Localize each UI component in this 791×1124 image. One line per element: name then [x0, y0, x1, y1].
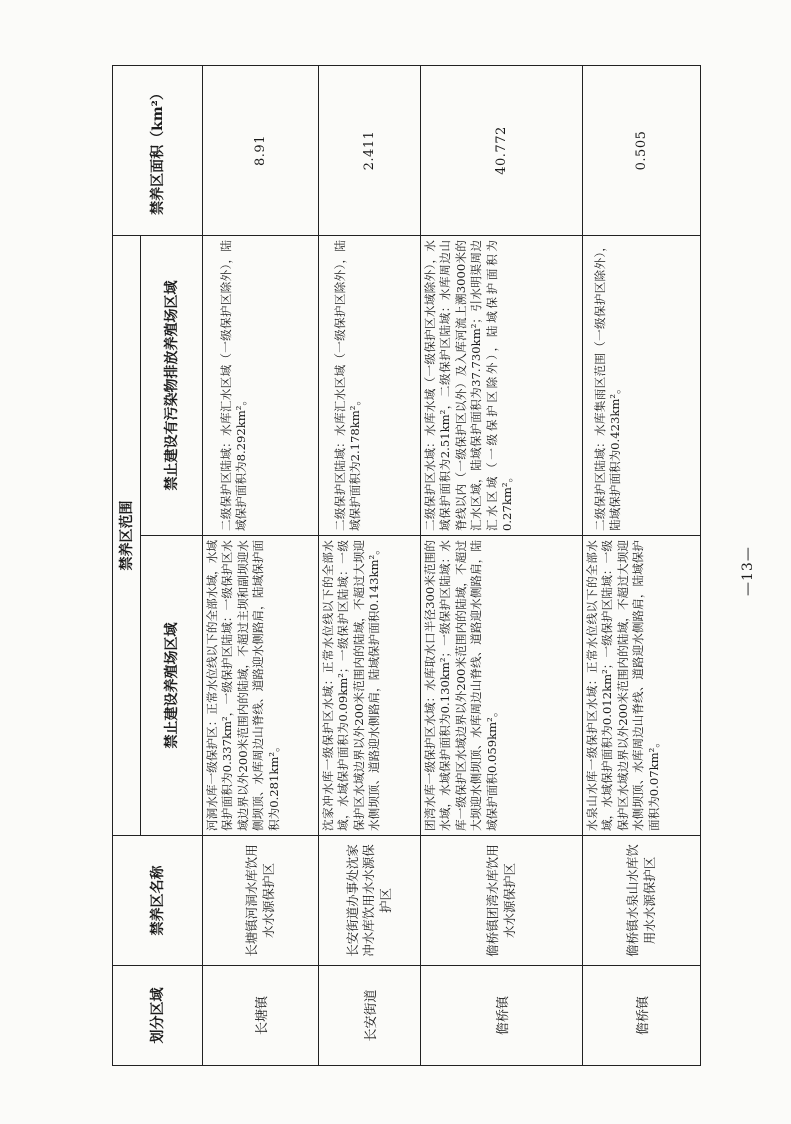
cell-zone-name: 儋桥镇团湾水库饮用水水源保护区 [421, 836, 583, 966]
table-row [203, 66, 319, 1066]
header-scope-no-pollution: 禁止建设有污染物排放养殖场区域 [141, 236, 203, 536]
table-row [319, 66, 421, 1066]
cell-zone-name: 长塘镇河洞水库饮用水水源保护区 [203, 836, 319, 966]
cell-region: 长安街道 [319, 966, 421, 1066]
cell-area: 0.505 [583, 66, 701, 236]
cell-area: 40.772 [421, 66, 583, 236]
cell-no-farm: 水泉山水库一级保护区水域：正常水位线以下的全部水域，水域保护面积为0.012km²；一级保护区陆域：一级保护区水域边界以外200米范围内的陆域，不超过大坝迎水侧坝顶、水库周边山脊线、道路迎水侧路肩，陆域保护面积为0.07km²。 [583, 536, 701, 836]
cell-zone-name: 长安街道办事处沈家冲水库饮用水水源保护区 [319, 836, 421, 966]
cell-zone-name: 儋桥镇水泉山水库饮用水水源保护区 [583, 836, 701, 966]
table-row [421, 66, 583, 1066]
cell-no-pollution: 二级保护区陆域：水库集雨区范围（一级保护区除外），陆域保护面积为0.423km²。 [583, 236, 701, 536]
cell-region: 儋桥镇 [421, 966, 583, 1066]
table-row [583, 66, 701, 1066]
header-scope: 禁养区范围 [113, 236, 141, 836]
cell-no-pollution: 二级保护区水域：水库水域（一级保护区水域除外），水域保护面积为2.51km²，二级保护区陆域：水库周边山脊线以内（一级保护区以外）及入库河流上溯3000米的汇水区域，陆域保护面积为37.730km²；引水明渠周边汇水区域（一级保护区除外），陆域保护面积为0.27km²。 [421, 236, 583, 536]
header-zone-name: 禁养区名称 [113, 836, 203, 966]
cell-no-farm: 河洞水库一级保护区：正常水位线以下的全部水域，水域保护面积为0.337km²，一级保护区陆域：一级保护区水域边界以外200米范围内的陆域，不超过主坝和副坝迎水侧坝顶、水库周边山脊线、道路迎水侧路肩，陆域保护面积为0.281km²。 [203, 536, 319, 836]
header-area: 禁养区面积（km²） [113, 66, 203, 236]
header-region: 划分区域 [113, 966, 203, 1066]
cell-no-pollution: 二级保护区陆域：水库汇水区域（一级保护区除外），陆域保护面积为2.178km²。 [319, 236, 421, 536]
cell-region: 长塘镇 [203, 966, 319, 1066]
cell-no-farm: 沈家冲水库一级保护区水域：正常水位线以下的全部水域，水域保护面积为0.09km²；一级保护区陆域：一级保护区水域边界以外200米范围内的陆域，不超过大坝迎水侧坝顶、道路迎水侧路肩，陆域保护面积0.143km²。 [319, 536, 421, 836]
forbidden-farming-zone-table [112, 65, 701, 1066]
cell-no-farm: 团湾水库一级保护区水域：水库取水口半径300米范围的水域，水域保护面积为0.130km²；一级保护区陆域：水库一级保护区水域边界以外200米范围内的陆域，不超过大坝迎水侧坝顶、水库周边山脊线、道路迎水侧路肩，陆域保护面积0.059km²。 [421, 536, 583, 836]
page-number: —13— [740, 546, 756, 596]
cell-area: 2.411 [319, 66, 421, 236]
cell-no-pollution: 二级保护区陆域：水库汇水区域（一级保护区除外），陆域保护面积为8.292km²。 [203, 236, 319, 536]
header-scope-no-farm: 禁止建设养殖场区域 [141, 536, 203, 836]
cell-area: 8.91 [203, 66, 319, 236]
cell-region: 儋桥镇 [583, 966, 701, 1066]
